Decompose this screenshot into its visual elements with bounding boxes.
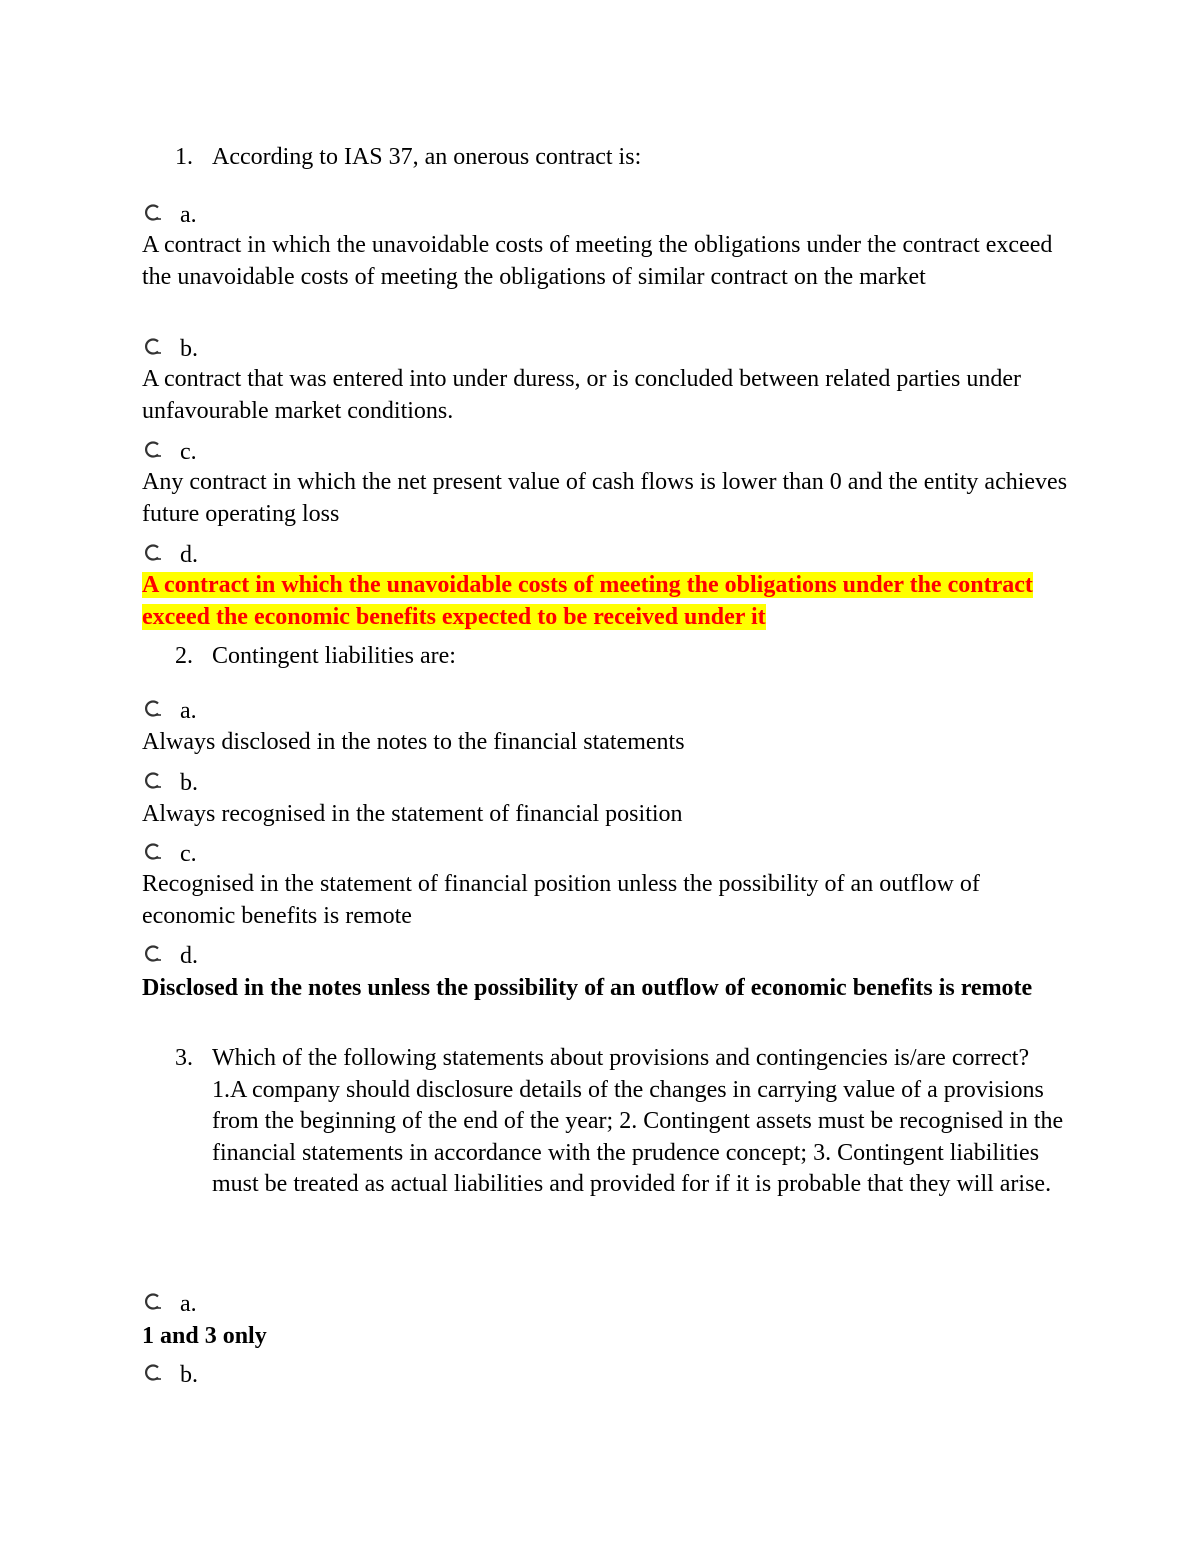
question-3 bbox=[175, 1043, 1065, 1201]
question-1 bbox=[175, 142, 1065, 174]
radio-button-icon[interactable] bbox=[142, 841, 164, 863]
highlighted-answer: A contract in which the unavoidable costs of meeting the obligations under the contract exceed the economic benefits expected to be received under it bbox=[142, 572, 1033, 630]
option-text-q2-a: Always disclosed in the notes to the financial statements bbox=[142, 729, 685, 755]
option-text-q1-a: A contract in which the unavoidable costs of meeting the obligations under the contract exceed the unavoidable costs of meeting the obligations of similar contract on the market bbox=[142, 232, 1053, 290]
option-text-q2-c: Recognised in the statement of financial position unless the possibility of an outflow of economic benefits is remote bbox=[142, 871, 980, 929]
radio-button-icon[interactable] bbox=[142, 542, 164, 564]
question-number: 1. bbox=[175, 144, 193, 170]
option-text-q2-d: Disclosed in the notes unless the possibility of an outflow of economic benefits is remote bbox=[142, 975, 1033, 1001]
question-2 bbox=[175, 641, 1065, 673]
question-text: Contingent liabilities are: bbox=[212, 643, 456, 669]
option-letter: b. bbox=[180, 770, 198, 796]
option-text-q1-b: A contract that was entered into under duress, or is concluded between related parties under unfavourable market conditions. bbox=[142, 366, 1022, 424]
option-letter: a. bbox=[180, 1291, 197, 1317]
radio-button-icon[interactable] bbox=[142, 943, 164, 965]
option-text-q3-a: 1 and 3 only bbox=[142, 1323, 267, 1349]
option-text-q1-c: Any contract in which the net present value of cash flows is lower than 0 and the entity achieves future operating loss bbox=[142, 469, 1068, 527]
radio-button-icon[interactable] bbox=[142, 770, 164, 792]
option-letter: a. bbox=[180, 202, 197, 228]
option-letter: b. bbox=[180, 336, 198, 362]
radio-button-icon[interactable] bbox=[142, 439, 164, 461]
option-text-q2-b: Always recognised in the statement of financial position bbox=[142, 801, 683, 827]
option-letter: d. bbox=[180, 542, 198, 568]
radio-button-icon[interactable] bbox=[142, 336, 164, 358]
question-number: 2. bbox=[175, 643, 193, 669]
radio-button-icon[interactable] bbox=[142, 698, 164, 720]
correct-answer-text-q1-d bbox=[142, 570, 1072, 633]
radio-button-icon[interactable] bbox=[142, 1291, 164, 1313]
option-letter: a. bbox=[180, 698, 197, 724]
option-letter: d. bbox=[180, 943, 198, 969]
question-text: According to IAS 37, an onerous contract is: bbox=[212, 144, 642, 170]
question-number: 3. bbox=[175, 1045, 193, 1071]
radio-button-icon[interactable] bbox=[142, 202, 164, 224]
radio-button-icon[interactable] bbox=[142, 1362, 164, 1384]
option-letter: c. bbox=[180, 841, 197, 867]
question-text: Which of the following statements about provisions and contingencies is/are correct? 1.A company should disclosure details of the changes in carrying value of a provisions from the beginning of the end of the year; 2. Contingent assets must be recognised in the financial statements in accordance with the prudence concept; 3. Contingent liabilities must be treated as actual liabilities and provided for if it is probable that they will arise. bbox=[212, 1045, 1064, 1197]
option-letter: b. bbox=[180, 1362, 198, 1388]
option-letter: c. bbox=[180, 439, 197, 465]
